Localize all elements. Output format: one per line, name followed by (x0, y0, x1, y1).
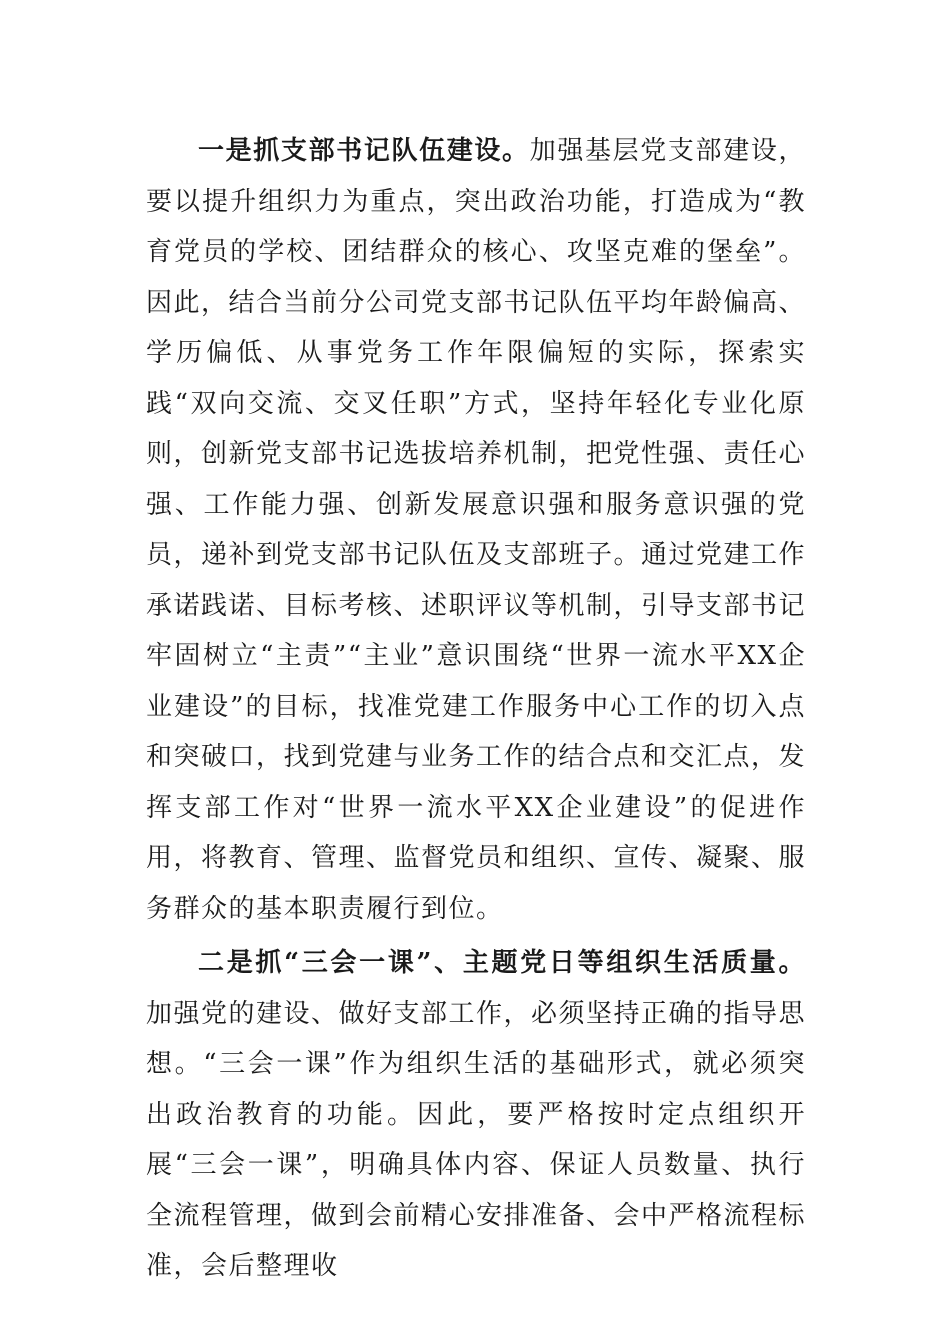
paragraph-1-body: 加强基层党支部建设，要以提升组织力为重点，突出政治功能，打造成为“教育党员的学校、团结群众的核心、攻坚克难的堡垒”。因此，结合当前分公司党支部书记队伍平均年龄偏高、学历偏低、从事党务工作年限偏短的实际，探索实践“双向交流、交叉任职”方式，坚持年轻化专业化原则，创新党支部书记选拔培养机制，把党性强、责任心强、工作能力强、创新发展意识强和服务意识强的党员，递补到党支部书记队伍及支部班子。通过党建工作承诺践诺、目标考核、述职评议等机制，引导支部书记牢固树立“主责”“主业”意识围绕“世界一流水平XX企业建设”的目标，找准党建工作服务中心工作的切入点和突破口，找到党建与业务工作的结合点和交汇点，发挥支部工作对“世界一流水平XX企业建设”的促进作用，将教育、管理、监督党员和组织、宣传、凝聚、服务群众的基本职责履行到位。 (146, 136, 807, 924)
paragraph-2 (146, 938, 806, 1292)
paragraph-2-heading: 二是抓“三会一课”、主题党日等组织生活质量。 (198, 948, 806, 978)
paragraph-2-body: 加强党的建设、做好支部工作，必须坚持正确的指导思想。“三会一课”作为组织生活的基础形式，就必须突出政治教育的功能。因此，要严格按时定点组织开展“三会一课”，明确具体内容、保证人员数量、执行全流程管理，做到会前精心安排准备、会中严格流程标准，会后整理收 (146, 998, 807, 1281)
paragraph-1 (146, 126, 806, 934)
paragraph-1-heading: 一是抓支部书记队伍建设。 (198, 136, 530, 166)
document-page (146, 126, 806, 1292)
